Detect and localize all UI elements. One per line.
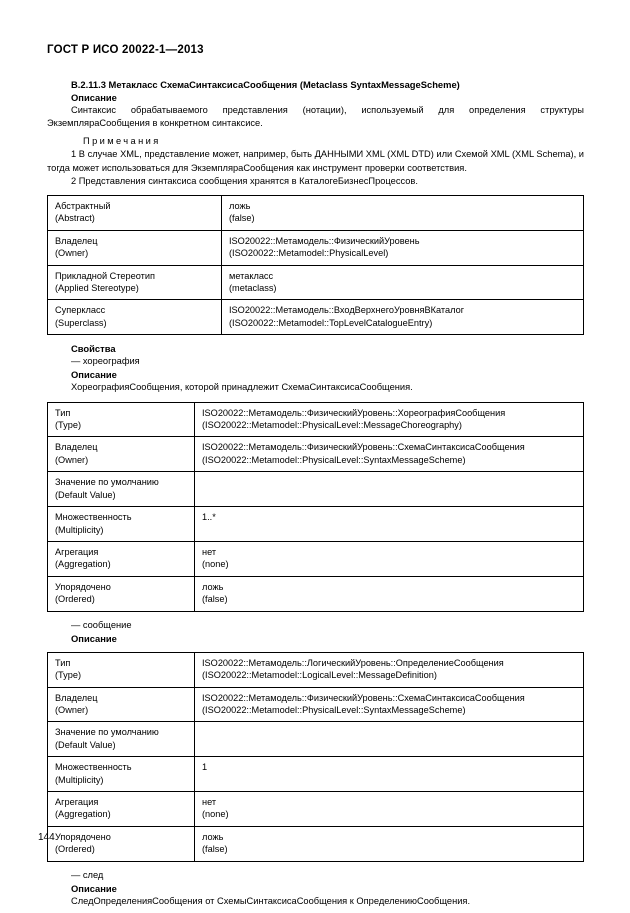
value-ru: ISO20022::Метамодель::ФизическийУровень::СхемаСинтаксисаСообщения <box>202 692 525 703</box>
table-row <box>48 300 584 335</box>
table-row <box>48 722 584 757</box>
property-bullet-message: — сообщение <box>71 619 132 630</box>
label-en: (Superclass) <box>55 317 107 328</box>
value-en: (false) <box>202 844 228 855</box>
label-en: (Default Value) <box>55 489 116 500</box>
value-ru: ISO20022::Метамодель::ЛогическийУровень::ОпределениеСообщения <box>202 657 504 668</box>
standard-header: ГОСТ Р ИСО 20022-1—2013 <box>47 44 204 56</box>
label-ru: Упорядочено <box>55 581 111 592</box>
table-row <box>48 196 584 231</box>
page-number: 144 <box>38 832 55 843</box>
row-value-cell <box>222 196 584 231</box>
label-ru: Агрегация <box>55 797 99 807</box>
row-value-cell <box>195 826 584 861</box>
choreography-description-heading: Описание <box>71 369 117 381</box>
row-label-cell <box>48 196 222 231</box>
metaclass-attributes-table <box>47 195 584 335</box>
table-row <box>48 792 584 827</box>
label-en: (Aggregation) <box>55 559 111 570</box>
value-en: (none) <box>202 559 229 570</box>
value-ru: ложь <box>202 831 224 842</box>
value-ru: нет <box>202 546 217 557</box>
row-value-cell <box>195 722 584 757</box>
label-ru: Множественность <box>55 762 132 773</box>
value-en: (ISO20022::Metamodel::PhysicalLevel) <box>229 248 389 259</box>
row-label-cell <box>48 402 195 437</box>
label-ru: Абстрактный <box>55 201 111 212</box>
row-label-cell <box>48 230 222 265</box>
label-en: (Owner) <box>55 704 89 715</box>
row-label-cell <box>48 541 195 576</box>
value-en: (false) <box>229 213 255 224</box>
row-label-cell <box>48 437 195 472</box>
label-ru: Владелец <box>55 442 98 453</box>
label-en: (Type) <box>55 670 82 681</box>
row-label-cell <box>48 757 195 792</box>
label-ru: Владелец <box>55 235 98 246</box>
label-en: (Type) <box>55 420 82 431</box>
label-en: (Owner) <box>55 454 89 465</box>
row-value-cell <box>222 230 584 265</box>
properties-heading: Свойства <box>71 343 116 355</box>
row-label-cell <box>48 792 195 827</box>
description-heading: Описание <box>71 92 117 103</box>
trace-description-text: СледОпределенияСообщения от СхемыСинтаксисаСообщения к ОпределениюСообщения. <box>71 895 471 906</box>
value-ru: ложь <box>229 201 251 212</box>
label-en: (Aggregation) <box>55 809 111 820</box>
value-en: (ISO20022::Metamodel::LogicalLevel::MessageDefinition) <box>202 670 437 681</box>
value-en: (ISO20022::Metamodel::PhysicalLevel::SyntaxMessageScheme) <box>202 454 466 465</box>
value-en: (false) <box>202 594 228 605</box>
label-en: (Multiplicity) <box>55 774 104 785</box>
label-en: (Ordered) <box>55 594 95 605</box>
value-ru: ISO20022::Метамодель::ФизическийУровень::СхемаСинтаксисаСообщения <box>202 442 525 453</box>
value-ru: нет <box>202 797 217 807</box>
row-value-cell <box>222 300 584 335</box>
label-ru: Суперкласс <box>55 305 106 316</box>
table-row <box>48 652 584 687</box>
label-ru: Значение по умолчанию <box>55 477 159 488</box>
table-row <box>48 757 584 792</box>
message-property-table <box>47 652 584 862</box>
row-value-cell <box>195 541 584 576</box>
label-ru: Агрегация <box>55 546 99 557</box>
label-ru: Прикладной Стереотип <box>55 270 155 281</box>
row-label-cell <box>48 300 222 335</box>
note-item-2: 2 Представления синтаксиса сообщения хранятся в КаталогеБизнесПроцессов. <box>71 175 418 186</box>
row-value-cell <box>195 652 584 687</box>
value-ru: ISO20022::Метамодель::ФизическийУровень::ХореографияСообщения <box>202 407 506 418</box>
note-item-1: 1 В случае XML, представление может, например, быть ДАННЫМИ XML (XML DTD) или Схемой XML (XML Schema), и тогда может использоваться для ЭкземпляраСообщения как инструмент проверки соответствия. <box>47 149 584 173</box>
page-content <box>47 78 584 908</box>
value-ru: 1..* <box>202 512 216 523</box>
value-en: (metaclass) <box>229 283 277 294</box>
row-value-cell <box>195 687 584 722</box>
row-value-cell <box>195 437 584 472</box>
value-ru: ложь <box>202 581 224 592</box>
row-value-cell <box>222 265 584 300</box>
table-row <box>48 402 584 437</box>
value-ru: метакласс <box>229 270 274 281</box>
label-en: (Default Value) <box>55 739 116 750</box>
row-value-cell <box>195 792 584 827</box>
row-label-cell <box>48 687 195 722</box>
value-ru: 1 <box>202 762 208 773</box>
row-value-cell <box>195 402 584 437</box>
property-bullet-trace: — след <box>71 869 104 880</box>
table-row <box>48 687 584 722</box>
row-value-cell <box>195 507 584 542</box>
choreography-property-table <box>47 402 584 612</box>
choreography-description-text: ХореографияСообщения, которой принадлежит СхемаСинтаксисаСообщения. <box>71 382 413 393</box>
table-row <box>48 230 584 265</box>
property-bullet-choreography: — хореография <box>71 356 140 367</box>
table-row <box>48 437 584 472</box>
notes-label: Примечания <box>83 136 161 147</box>
description-text: Синтаксис обрабатываемого представления (нотации), используемый для определения структуры ЭкземпляраСообщения в конкретном синтаксисе. <box>47 105 584 129</box>
row-value-cell <box>195 757 584 792</box>
trace-description-heading: Описание <box>71 882 117 894</box>
section-title: B.2.11.3 Метакласс СхемаСинтаксисаСообщения (Metaclass SyntaxMessageScheme) <box>71 79 460 90</box>
label-ru: Упорядочено <box>55 831 111 842</box>
table-row <box>48 265 584 300</box>
label-ru: Множественность <box>55 512 132 523</box>
value-en: (ISO20022::Metamodel::TopLevelCatalogueEntry) <box>229 317 433 328</box>
message-description-heading: Описание <box>71 632 117 644</box>
label-ru: Тип <box>55 657 71 668</box>
row-label-cell <box>48 576 195 611</box>
row-value-cell <box>195 576 584 611</box>
value-en: (ISO20022::Metamodel::PhysicalLevel::SyntaxMessageScheme) <box>202 704 466 715</box>
row-label-cell <box>48 507 195 542</box>
label-en: (Ordered) <box>55 844 95 855</box>
row-label-cell <box>48 826 195 861</box>
table-row <box>48 541 584 576</box>
label-ru: Значение по умолчанию <box>55 727 159 738</box>
row-label-cell <box>48 722 195 757</box>
row-label-cell <box>48 265 222 300</box>
label-en: (Applied Stereotype) <box>55 283 139 294</box>
label-ru: Владелец <box>55 692 98 703</box>
label-en: (Multiplicity) <box>55 524 104 535</box>
table-row <box>48 507 584 542</box>
table-row <box>48 826 584 861</box>
row-label-cell <box>48 652 195 687</box>
label-en: (Abstract) <box>55 213 95 224</box>
row-label-cell <box>48 472 195 507</box>
table-row <box>48 472 584 507</box>
table-row <box>48 576 584 611</box>
value-en: (none) <box>202 809 229 820</box>
label-ru: Тип <box>55 407 71 418</box>
value-ru: ISO20022::Метамодель::ВходВерхнегоУровняВКаталог <box>229 305 465 316</box>
value-ru: ISO20022::Метамодель::ФизическийУровень <box>229 235 420 246</box>
value-en: (ISO20022::Metamodel::PhysicalLevel::MessageChoreography) <box>202 420 462 431</box>
label-en: (Owner) <box>55 248 89 259</box>
row-value-cell <box>195 472 584 507</box>
